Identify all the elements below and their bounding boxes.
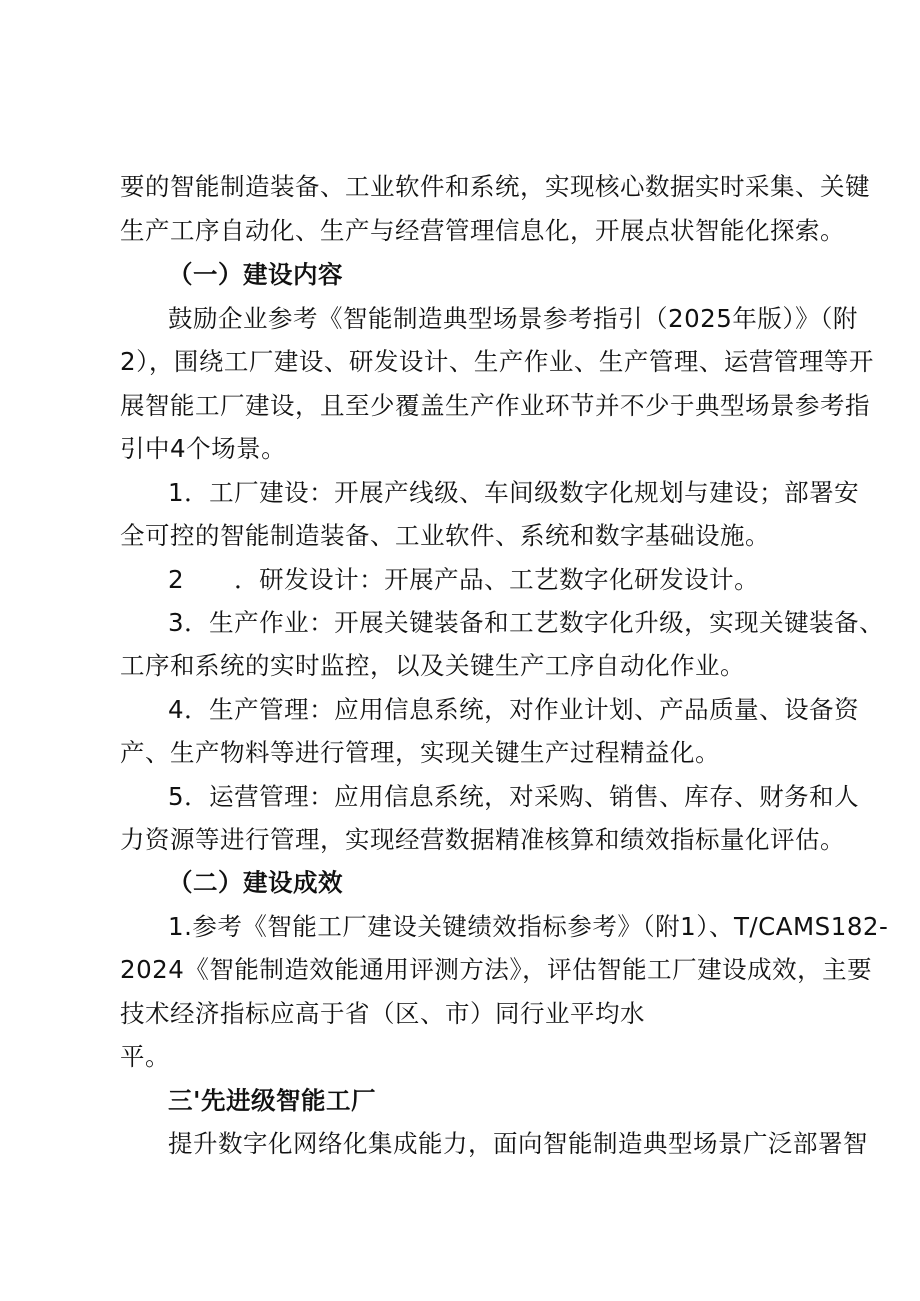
body-text-line: 工序和系统的实时监控，以及关键生产工序自动化作业。 — [120, 651, 745, 680]
body-text-line: 产、生产物料等进行管理，实现关键生产过程精益化。 — [120, 738, 720, 767]
body-text-line: 全可控的智能制造装备、工业软件、系统和数字基础设施。 — [120, 521, 770, 550]
body-text-line: 展智能工厂建设，且至少覆盖生产作业环节并不少于典型场景参考指 — [120, 391, 870, 420]
body-text-line: 提升数字化网络化集成能力，面向智能制造典型场景广泛部署智 — [168, 1129, 868, 1158]
body-text-line: 平。 — [120, 1042, 170, 1071]
body-text-line: 技术经济指标应高于省（区、市）同行业平均水 — [120, 999, 645, 1028]
section-heading: 三'先进级智能工厂 — [168, 1086, 376, 1115]
body-text-line: 2024《智能制造效能通用评测方法》，评估智能工厂建设成效，主要 — [120, 955, 873, 984]
body-text-line: 2），围绕工厂建设、研发设计、生产作业、生产管理、运营管理等开 — [120, 347, 874, 376]
list-item-text: 5．运营管理：应用信息系统，对采购、销售、库存、财务和人 — [168, 782, 860, 811]
body-text-line: 鼓励企业参考《智能制造典型场景参考指引（2025年版）》（附 — [168, 304, 858, 333]
list-item-text: 1．工厂建设：开展产线级、车间级数字化规划与建设；部署安 — [168, 478, 860, 507]
list-item-text: 3．生产作业：开展关键装备和工艺数字化升级，实现关键装备、 — [168, 608, 885, 637]
section-heading: （二）建设成效 — [168, 868, 343, 897]
body-text-line: 力资源等进行管理，实现经营数据精准核算和绩效指标量化评估。 — [120, 825, 845, 854]
body-text-line: 引中4个场景。 — [120, 434, 287, 463]
body-text-line: 生产工序自动化、生产与经营管理信息化，开展点状智能化探索。 — [120, 216, 845, 245]
list-item-text: 2 ．研发设计：开展产品、工艺数字化研发设计。 — [168, 565, 760, 594]
list-item-text: 1.参考《智能工厂建设关键绩效指标参考》（附1）、T/CAMS182- — [168, 912, 889, 941]
list-item-text: 4．生产管理：应用信息系统，对作业计划、产品质量、设备资 — [168, 695, 860, 724]
section-heading: （一）建设内容 — [168, 260, 343, 289]
body-text-line: 要的智能制造装备、工业软件和系统，实现核心数据实时采集、关键 — [120, 172, 870, 201]
